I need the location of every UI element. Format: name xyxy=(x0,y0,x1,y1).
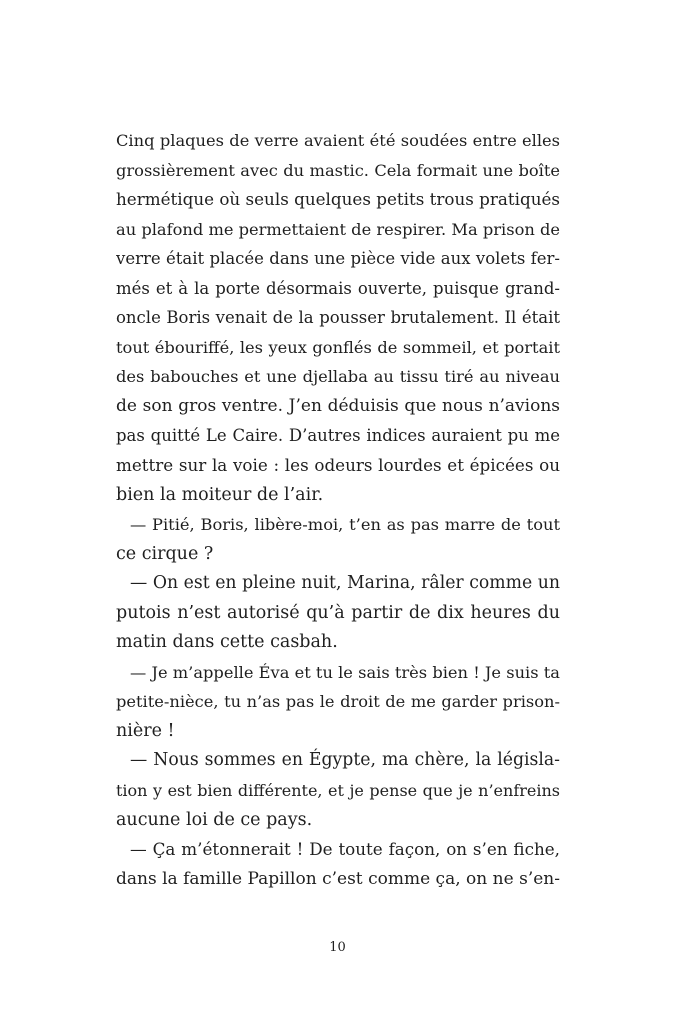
text-line: — Pitié, Boris, libère-moi, t’en as pas marre de tout xyxy=(130,515,560,535)
body-text xyxy=(116,126,560,894)
text-line: des babouches et une djellaba au tissu tiré au niveau xyxy=(116,367,560,387)
text-line: petite-nièce, tu n’as pas le droit de me garder prison- xyxy=(116,692,560,712)
text-line: — On est en pleine nuit, Marina, râler comme un xyxy=(130,573,560,594)
text-line: — Nous sommes en Égypte, ma chère, la législa- xyxy=(130,750,560,771)
text-line: oncle Boris venait de la pousser brutalement. Il était xyxy=(116,308,560,328)
text-line: au plafond me permettaient de respirer. Ma prison de xyxy=(116,219,560,239)
text-line: pas quitté Le Caire. D’autres indices auraient pu me xyxy=(116,426,560,446)
text-line: — Ça m’étonnerait ! De toute façon, on s’en fiche, xyxy=(130,839,560,860)
text-line: més et à la porte désormais ouverte, puisque grand- xyxy=(116,278,560,298)
text-line: tion y est bien différente, et je pense que je n’enfreins xyxy=(116,781,560,801)
text-line: Cinq plaques de verre avaient été soudées entre elles xyxy=(116,131,560,150)
text-line: putois n’est autorisé qu’à partir de dix heures du xyxy=(116,602,560,623)
text-line: matin dans cette casbah. xyxy=(116,632,338,653)
text-line: bien la moiteur de l’air. xyxy=(116,484,324,505)
text-line: ce cirque ? xyxy=(116,543,214,564)
page-number: 10 xyxy=(329,940,346,955)
text-line: nière ! xyxy=(116,720,175,741)
text-line: — Je m’appelle Éva et tu le sais très bien ! Je suis ta xyxy=(130,662,560,682)
text-line: tout ébouriffé, les yeux gonflés de sommeil, et portait xyxy=(116,337,560,357)
text-line: dans la famille Papillon c’est comme ça, on ne s’en- xyxy=(116,868,560,889)
text-line: verre était placée dans une pièce vide aux volets fer- xyxy=(116,249,560,269)
text-line: hermétique où seuls quelques petits trous pratiqués xyxy=(116,189,560,210)
text-line: aucune loi de ce pays. xyxy=(116,809,313,830)
text-line: grossièrement avec du mastic. Cela formait une boîte xyxy=(116,160,560,180)
text-line: mettre sur la voie : les odeurs lourdes et épicées ou xyxy=(116,455,560,476)
text-line: de son gros ventre. J’en déduisis que nous n’avions xyxy=(116,395,560,416)
